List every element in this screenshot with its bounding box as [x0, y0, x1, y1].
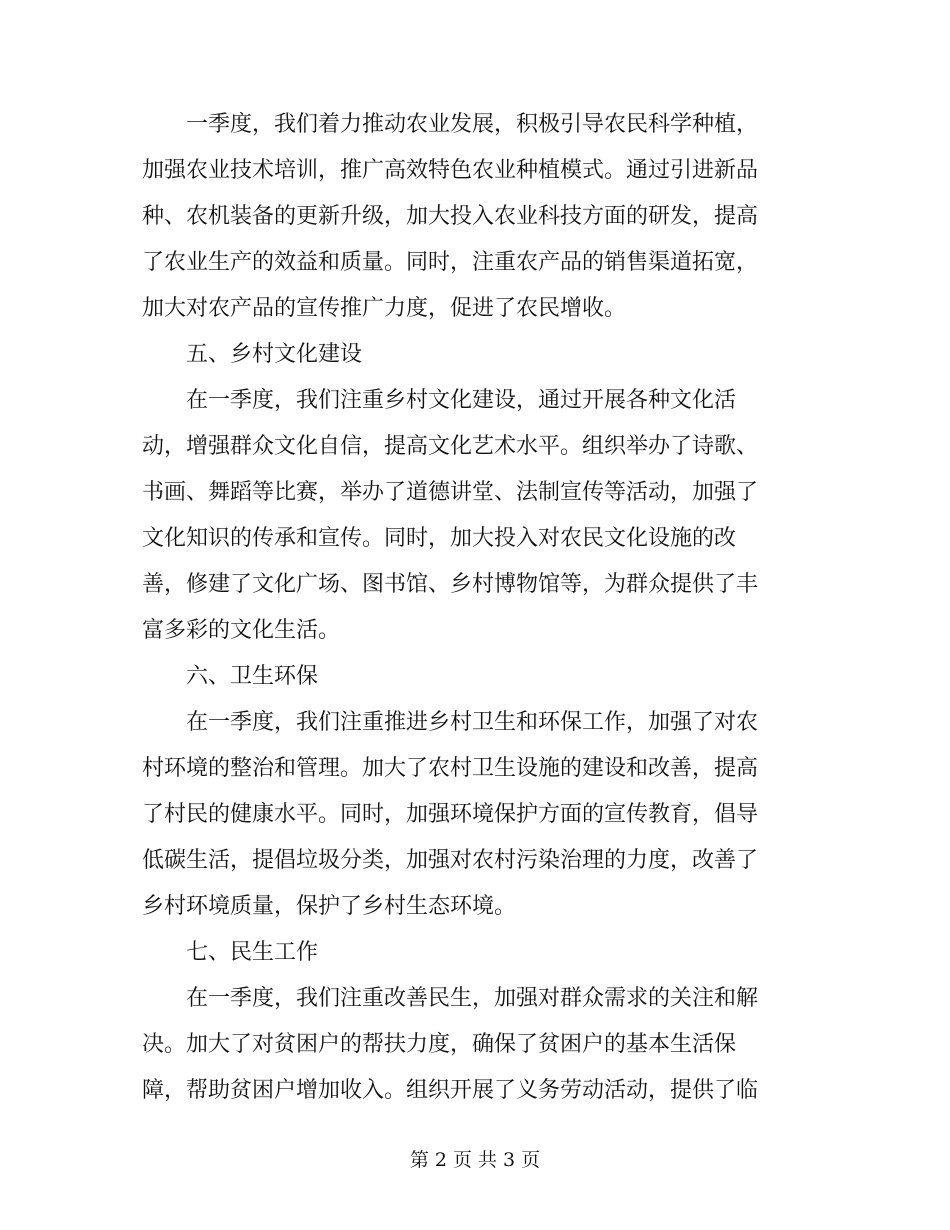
section-heading: 七、民生工作 [186, 940, 319, 965]
section-heading: 五、乡村文化建设 [186, 342, 363, 367]
paragraph-line: 加大对农产品的宣传推广力度，促进了农民增收。 [142, 296, 627, 321]
paragraph-line: 低碳生活，提倡垃圾分类，加强对农村污染治理的力度，改善了 [142, 848, 759, 873]
paragraph-line: 富多彩的文化生活。 [142, 618, 341, 643]
document-body [142, 102, 798, 1114]
paragraph-line: 善，修建了文化广场、图书馆、乡村博物馆等，为群众提供了丰 [142, 572, 759, 597]
paragraph-line: 加强农业技术培训，推广高效特色农业种植模式。通过引进新品 [142, 158, 759, 183]
paragraph-line: 障，帮助贫困户增加收入。组织开展了义务劳动活动，提供了临 [142, 1078, 759, 1103]
paragraph-line: 村环境的整治和管理。加大了农村卫生设施的建设和改善，提高 [142, 756, 759, 781]
paragraph-line: 了村民的健康水平。同时，加强环境保护方面的宣传教育，倡导 [142, 802, 759, 827]
paragraph-line: 在一季度，我们注重乡村文化建设，通过开展各种文化活 [186, 388, 737, 413]
section-heading: 六、卫生环保 [186, 664, 319, 689]
paragraph-line: 一季度，我们着力推动农业发展，积极引导农民科学种植， [186, 112, 759, 137]
paragraph-line: 在一季度，我们注重改善民生，加强对群众需求的关注和解 [186, 986, 759, 1011]
paragraph-line: 动，增强群众文化自信，提高文化艺术水平。组织举办了诗歌、 [142, 434, 759, 459]
paragraph-line: 种、农机装备的更新升级，加大投入农业科技方面的研发，提高 [142, 204, 759, 229]
paragraph-line: 文化知识的传承和宣传。同时，加大投入对农民文化设施的改 [142, 526, 737, 551]
paragraph-line: 在一季度，我们注重推进乡村卫生和环保工作，加强了对农 [186, 710, 759, 735]
paragraph-line: 了农业生产的效益和质量。同时，注重农产品的销售渠道拓宽， [142, 250, 759, 275]
paragraph-line: 乡村环境质量，保护了乡村生态环境。 [142, 894, 517, 919]
paragraph-line: 书画、舞蹈等比赛，举办了道德讲堂、法制宣传等活动，加强了 [142, 480, 759, 505]
page-number-footer: 第 2 页 共 3 页 [409, 1149, 541, 1171]
paragraph-line: 决。加大了对贫困户的帮扶力度，确保了贫困户的基本生活保 [142, 1032, 737, 1057]
